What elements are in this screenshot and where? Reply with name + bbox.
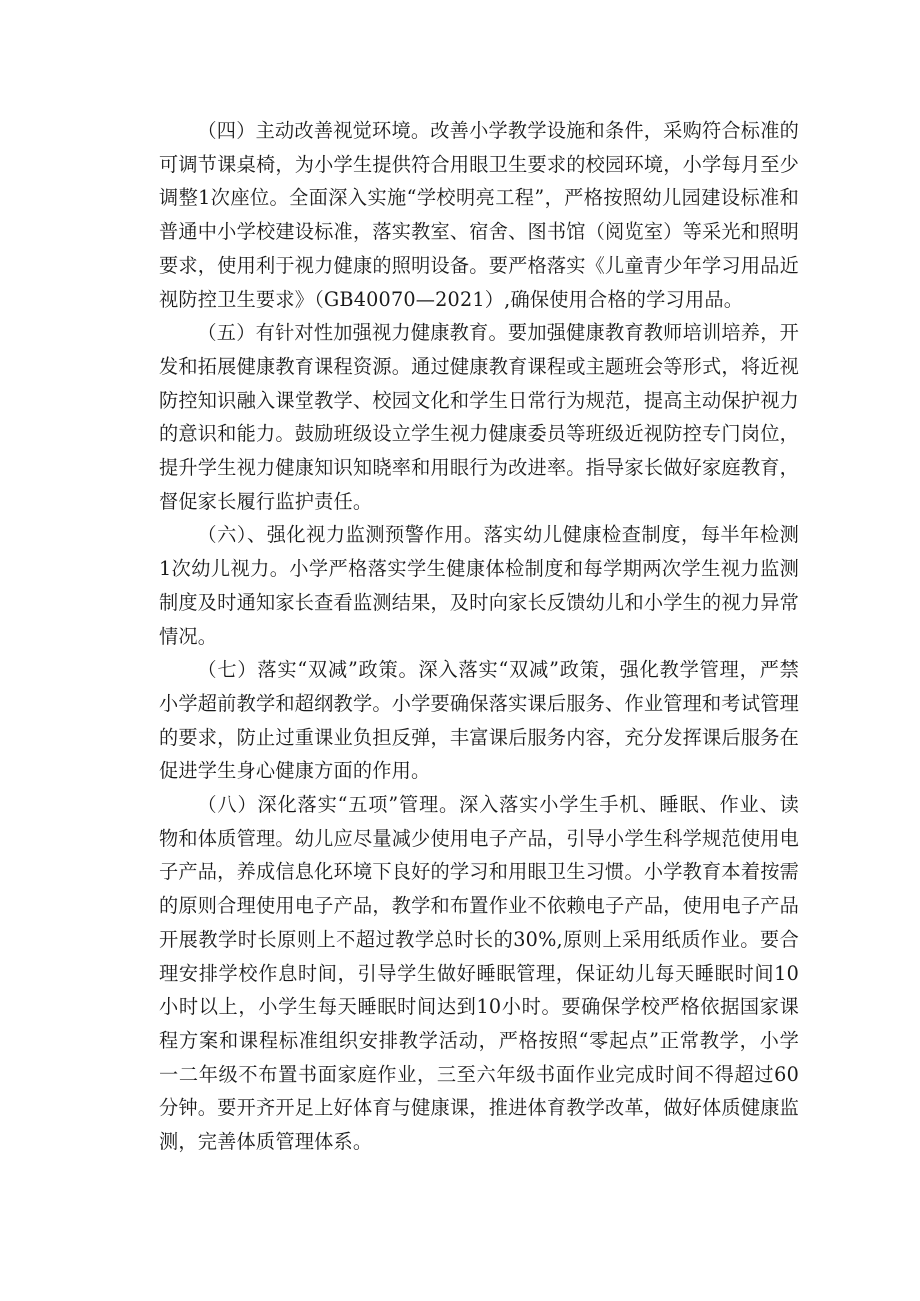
paragraph-health-education: （五）有针对性加强视力健康教育。要加强健康教育教师培训培养，开发和拓展健康教育课程资源。通过健康教育课程或主题班会等形式，将近视防控知识融入课堂教学、校园文化和学生日常行为规范，提高主动保护视力的意识和能力。鼓励班级设立学生视力健康委员等班级近视防控专门岗位，提升学生视力健康知识知晓率和用眼行为改进率。指导家长做好家庭教育，督促家长履行监护责任。 bbox=[159, 321, 799, 513]
document-page bbox=[159, 114, 799, 1159]
paragraph-five-management: （八）深化落实“五项”管理。深入落实小学生手机、睡眠、作业、读物和体质管理。幼儿应尽量减少使用电子产品，引导小学生科学规范使用电子产品，养成信息化环境下良好的学习和用眼卫生习惯。小学教育本着按需的原则合理使用电子产品，教学和布置作业不依赖电子产品，使用电子产品开展教学时长原则上不超过教学总时长的30%,原则上采用纸质作业。要合理安排学校作息时间，引导学生做好睡眠管理，保证幼儿每天睡眠时间10小时以上，小学生每天睡眠时间达到10小时。要确保学校严格依据国家课程方案和课程标准组织安排教学活动，严格按照“零起点”正常教学，小学一二年级不布置书面家庭作业，三至六年级书面作业完成时间不得超过60分钟。要开齐开足上好体育与健康课，推进体育教学改革，做好体质健康监测，完善体质管理体系。 bbox=[159, 793, 799, 1154]
paragraph-vision-monitoring: （六）、强化视力监测预警作用。落实幼儿健康检查制度，每半年检测1次幼儿视力。小学严格落实学生健康体检制度和每学期两次学生视力监测制度及时通知家长查看监测结果，及时向家长反馈幼儿和小学生的视力异常情况。 bbox=[159, 523, 799, 648]
paragraph-vision-environment: （四）主动改善视觉环境。改善小学教学设施和条件，采购符合标准的可调节课桌椅，为小学生提供符合用眼卫生要求的校园环境，小学每月至少调整1次座位。全面深入实施“学校明亮工程”，严格按照幼儿园建设标准和普通中小学校建设标准，落实教室、宿舍、图书馆（阅览室）等采光和照明要求，使用利于视力健康的照明设备。要严格落实《儿童青少年学习用品近视防控卫生要求》（GB40070—2021）,确保使用合格的学习用品。 bbox=[159, 119, 799, 311]
paragraph-double-reduction: （七）落实“双减”政策。深入落实“双减”政策，强化教学管理，严禁小学超前教学和超纲教学。小学要确保落实课后服务、作业管理和考试管理的要求，防止过重课业负担反弹，丰富课后服务内容，充分发挥课后服务在促进学生身心健康方面的作用。 bbox=[159, 658, 799, 783]
